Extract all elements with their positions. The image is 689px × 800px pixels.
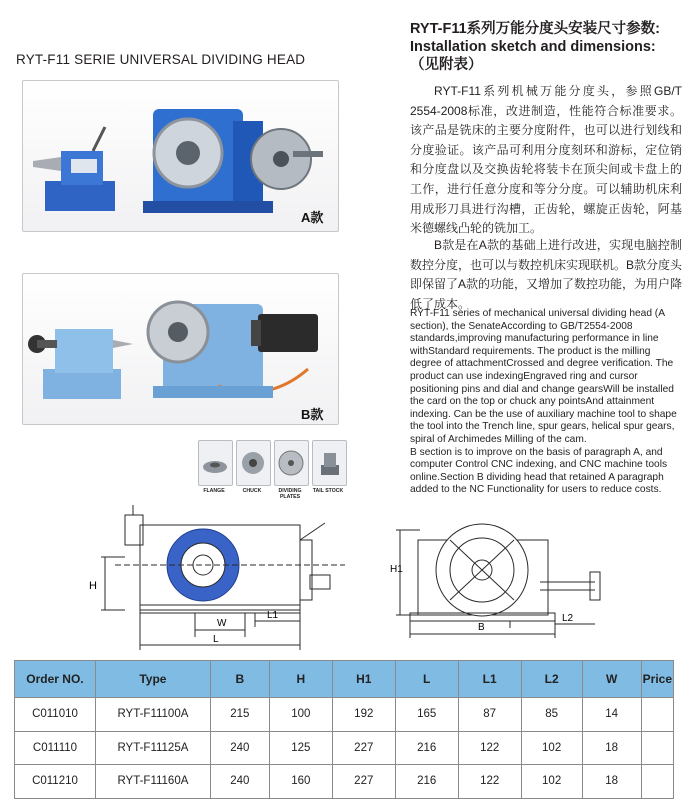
cell-h: 160	[269, 765, 332, 799]
heading-note: （见附表）	[410, 57, 483, 73]
cell-l1: 122	[458, 765, 521, 799]
label-dividing-plates: DIVIDING PLATES	[278, 488, 302, 500]
col-l1: L1	[458, 661, 521, 698]
label-chuck: CHUCK	[242, 488, 262, 494]
cell-l1: 87	[458, 698, 521, 732]
cell-price	[641, 698, 673, 732]
description-cn-2: B款是在A款的基础上进行改进，实现电脑控制数控分度，也可以与数控机床实现联机。B款分度头即保留了A款的功能，又增加了数控功能，为用户降低了成本。	[410, 238, 683, 311]
dim-w: W	[217, 618, 227, 629]
cell-order-no: C011010	[15, 698, 96, 732]
model-a-badge: A款	[301, 210, 324, 225]
dividing-plate-icon	[275, 441, 308, 485]
dividing-head-b-illustration	[23, 274, 338, 424]
dividing-head-a-illustration	[23, 81, 338, 231]
col-price: Price	[641, 661, 673, 698]
accessory-thumbnails	[198, 440, 350, 500]
cell-w: 18	[582, 731, 641, 765]
cell-h: 125	[269, 731, 332, 765]
col-w: W	[582, 661, 641, 698]
dim-l2: L2	[562, 613, 574, 624]
table-row	[15, 698, 674, 732]
tail-stock-thumbnail	[312, 440, 347, 486]
description-cn-1: RYT-F11系列机械万能分度头，参照GB/T 2554-2008标准，改进制造，性能符合标准要求。该产品是铣床的主要分度附件，也可以进行划线和分度验证。该产品可利用分度刻环和游标，定位销和分度盘以及交换齿轮将装卡在顶尖间或卡盘上的工作，进行任意分度和等分分度。可以辅助机床利用成形刀具进行沟槽，正齿轮，螺旋正齿轮，阿基米德螺线凸轮的铣加工。	[410, 84, 682, 236]
model-b-badge: B款	[301, 407, 324, 422]
col-h1: H1	[332, 661, 395, 698]
chuck-thumbnail	[236, 440, 271, 486]
heading-en: Installation sketch and dimensions:	[410, 39, 656, 55]
table-header-row	[15, 661, 674, 698]
cell-type: RYT-F11125A	[95, 731, 210, 765]
cell-h1: 227	[332, 731, 395, 765]
dim-l: L	[213, 634, 219, 645]
photo-model-b	[22, 273, 339, 425]
cell-w: 14	[582, 698, 641, 732]
label-tail-stock: TAIL STOCK	[312, 488, 344, 494]
cell-l2: 102	[521, 731, 582, 765]
table-row	[15, 765, 674, 799]
dim-b: B	[478, 622, 485, 633]
cell-h1: 227	[332, 765, 395, 799]
cell-h: 100	[269, 698, 332, 732]
cell-l1: 122	[458, 731, 521, 765]
heading-cn: RYT-F11系列万能分度头安装尺寸参数:	[410, 21, 661, 37]
drawing-side-view	[390, 510, 630, 650]
flange-icon	[199, 441, 232, 485]
cell-w: 18	[582, 765, 641, 799]
chuck-icon	[237, 441, 270, 485]
cell-l2: 102	[521, 765, 582, 799]
col-type: Type	[95, 661, 210, 698]
cell-b: 240	[210, 731, 269, 765]
dim-l1: L1	[267, 610, 279, 621]
cell-type: RYT-F11100A	[95, 698, 210, 732]
col-order-no: Order NO.	[15, 661, 96, 698]
cell-h1: 192	[332, 698, 395, 732]
col-l2: L2	[521, 661, 582, 698]
dimensions-table	[14, 660, 674, 799]
cell-b: 215	[210, 698, 269, 732]
col-b: B	[210, 661, 269, 698]
cell-l: 216	[395, 731, 458, 765]
cell-type: RYT-F11160A	[95, 765, 210, 799]
tail-stock-icon	[313, 441, 346, 485]
cell-l2: 85	[521, 698, 582, 732]
product-title: RYT-F11 SERIE UNIVERSAL DIVIDING HEAD	[16, 52, 306, 67]
flange-thumbnail	[198, 440, 233, 486]
dim-h1: H1	[390, 564, 403, 575]
cell-l: 216	[395, 765, 458, 799]
cell-l: 165	[395, 698, 458, 732]
dividing-plates-thumbnail	[274, 440, 309, 486]
col-l: L	[395, 661, 458, 698]
cell-b: 240	[210, 765, 269, 799]
description-en: RYT-F11 series of mechanical universal dividing head (A section), the SenateAccording to GB/T2554-2008 standards,improving manufacturing performance in line withStandard requirements. The product is the milling degree of attachmentCrossed and degree verification. The product can use indexingEngraved ring and cursor positioning pins and dial and change gearsWill be installed the card on the top or chuck any pointsAnd attainment indexing. Can be the use of auxiliary machine tool to shape the tool into the Trench line, spur gears, helical spur gears, spiral of Archimedes Milling of the cam. B section is to improve on the basis of paragraph A, and computer Control CNC indexing, and CNC machine tools online.Section B dividing head that retained A paragraph added to the NC Functionality for users to reduce costs.	[410, 308, 677, 496]
photo-model-a	[22, 80, 339, 232]
label-flange: FLANGE	[203, 488, 225, 494]
section-heading	[410, 20, 685, 74]
cell-order-no: C011210	[15, 765, 96, 799]
cell-order-no: C011110	[15, 731, 96, 765]
cell-price	[641, 765, 673, 799]
drawing-front-view	[85, 505, 350, 655]
dim-h: H	[89, 580, 97, 592]
cell-price	[641, 731, 673, 765]
col-h: H	[269, 661, 332, 698]
table-row	[15, 731, 674, 765]
